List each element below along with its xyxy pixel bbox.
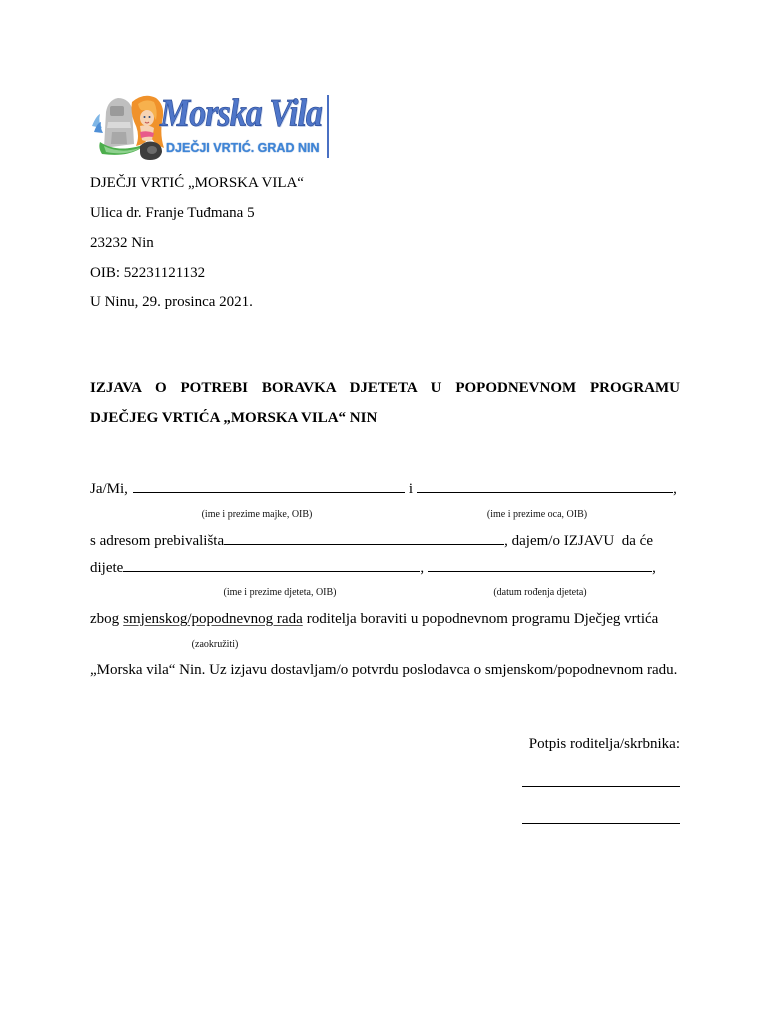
address-prefix: s adresom prebivališta bbox=[90, 533, 225, 549]
birthdate-caption: (datum rođenja djeteta) bbox=[493, 587, 587, 598]
logo-subtitle: DJEČJI VRTIĆ. GRAD NIN bbox=[166, 141, 320, 155]
child-end: , bbox=[652, 560, 656, 576]
father-caption: (ime i prezime oca, OIB) bbox=[486, 509, 588, 520]
child-name-field[interactable] bbox=[123, 559, 420, 572]
oib-number: OIB: 52231121132 bbox=[90, 265, 206, 281]
logo-title: Morska Vila bbox=[160, 92, 322, 135]
logo-divider bbox=[327, 95, 329, 158]
reason-suffix: roditelja boraviti u popodnevnom programu Dječjeg vrtića bbox=[306, 611, 659, 627]
child-line bbox=[90, 559, 656, 577]
signature-line-2[interactable] bbox=[522, 823, 680, 824]
child-separator: , bbox=[420, 560, 425, 576]
reason-line bbox=[90, 610, 658, 628]
child-caption: (ime i prezime djeteta, OIB) bbox=[223, 587, 337, 598]
dark-figure bbox=[140, 142, 162, 161]
logo-mermaid-illustration bbox=[88, 92, 168, 162]
parents-end: , bbox=[673, 481, 677, 497]
water-splash bbox=[92, 114, 103, 133]
address-suffix: , dajem/o IZJAVU da će bbox=[504, 533, 653, 549]
parents-conjunction: i bbox=[408, 481, 414, 497]
closing-line: „Morska vila“ Nin. Uz izjavu dostavljam/o potvrdu poslodavca o smjenskom/popodnevnom radu. bbox=[90, 662, 678, 678]
address-line bbox=[90, 532, 653, 550]
statue bbox=[104, 98, 134, 148]
child-prefix: dijete bbox=[90, 560, 124, 576]
reason-choice[interactable]: smjenskog/popodnevnog rada bbox=[123, 611, 303, 627]
child-birthdate-field[interactable] bbox=[428, 559, 652, 572]
father-name-field[interactable] bbox=[417, 480, 673, 493]
place-date: U Ninu, 29. prosinca 2021. bbox=[90, 294, 253, 310]
choice-caption: (zaokružiti) bbox=[191, 639, 239, 650]
signature-label: Potpis roditelja/skrbnika: bbox=[528, 736, 680, 752]
residence-address-field[interactable] bbox=[224, 532, 504, 545]
reason-prefix: zbog bbox=[90, 611, 120, 627]
postal-city: 23232 Nin bbox=[90, 235, 154, 251]
parents-line bbox=[90, 480, 677, 498]
institution-name: DJEČJI VRTIĆ „MORSKA VILA“ bbox=[90, 175, 304, 191]
signature-line-1[interactable] bbox=[522, 786, 680, 787]
mother-name-field[interactable] bbox=[133, 480, 405, 493]
street-address: Ulica dr. Franje Tuđmana 5 bbox=[90, 205, 255, 221]
parents-prefix: Ja/Mi, bbox=[90, 481, 128, 497]
document-title: IZJAVA O POTREBI BORAVKA DJETETA U POPODNEVNOM PROGRAMU DJEČJEG VRTIĆA „MORSKA VILA“ NIN bbox=[90, 380, 680, 426]
mother-caption: (ime i prezime majke, OIB) bbox=[201, 509, 313, 520]
